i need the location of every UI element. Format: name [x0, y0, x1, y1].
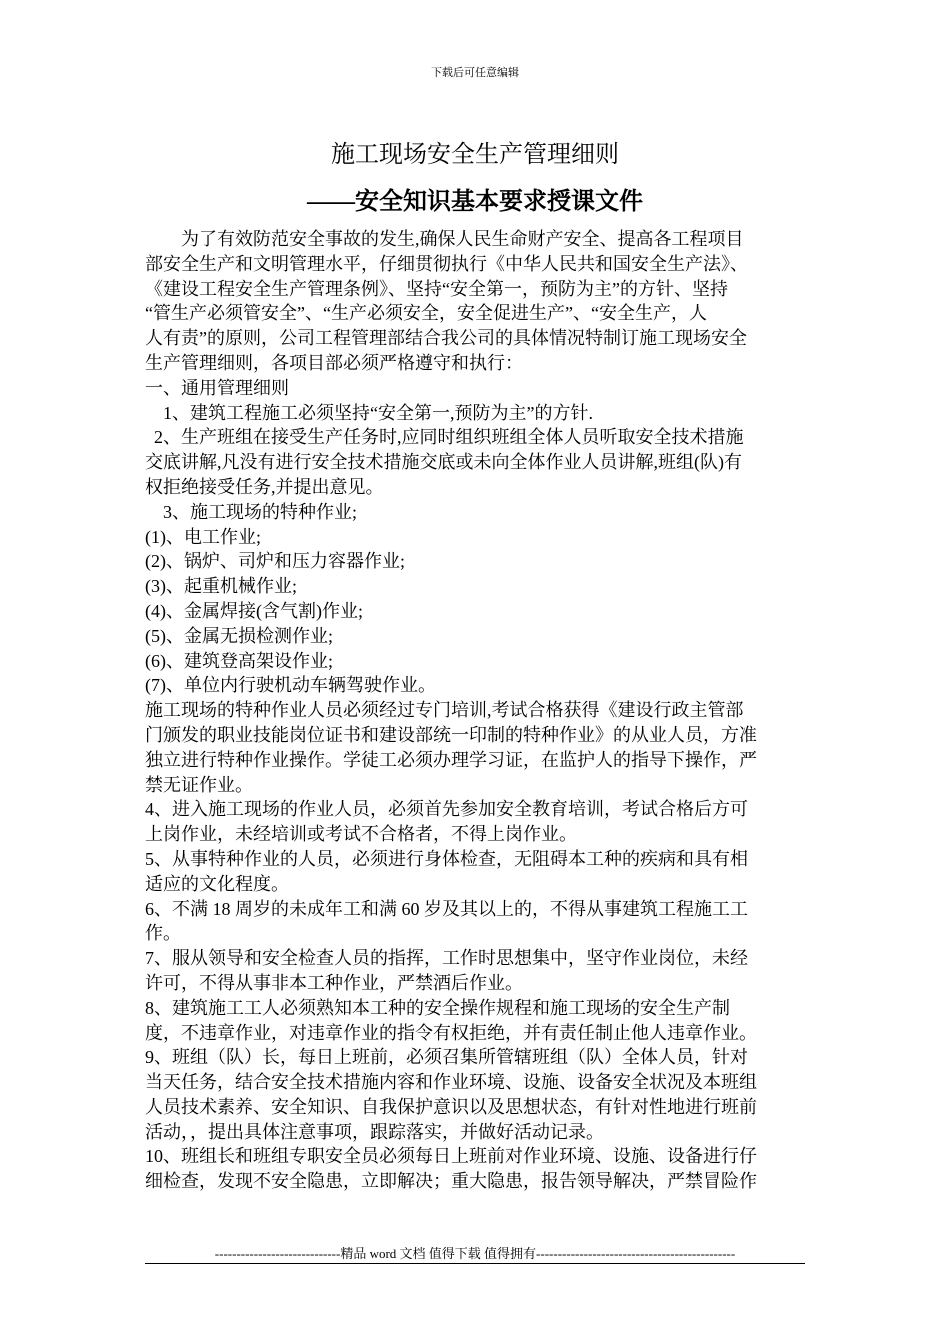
- body-line: 交底讲解,凡没有进行安全技术措施交底或未向全体作业人员讲解,班组(队)有: [145, 452, 742, 473]
- body-line: 独立进行特种作业操作。学徒工必须办理学习证，在监护人的指导下操作，严: [145, 749, 757, 770]
- body-line: (2)、锅炉、司炉和压力容器作业;: [145, 551, 405, 572]
- body-line: 作。: [145, 923, 181, 944]
- body-line: 部安全生产和文明管理水平，仔细贯彻执行《中华人民共和国安全生产法》、: [145, 253, 748, 274]
- body-line: (7)、单位内行驶机动车辆驾驶作业。: [145, 675, 436, 696]
- body-line: 施工现场的特种作业人员必须经过专门培训,考试合格获得《建设行政主管部: [145, 700, 744, 721]
- body-line: 3、施工现场的特种作业;: [163, 501, 357, 522]
- document-subtitle: ——安全知识基本要求授课文件: [307, 189, 643, 215]
- body-line: 7、服从领导和安全检查人员的指挥，工作时思想集中，坚守作业岗位，未经: [145, 948, 748, 969]
- footer-note: -----------------------------精品 word 文档 值得下载 值得拥有----------------------------------------------: [214, 1246, 736, 1261]
- body-line: (1)、电工作业;: [145, 526, 261, 547]
- body-line: 生产管理细则，各项目部必须严格遵守和执行：: [145, 352, 523, 373]
- body-line: 禁无证作业。: [145, 774, 253, 795]
- body-line: 《建设工程安全生产管理条例》、坚持“安全第一，预防为主”的方针、坚持: [145, 278, 728, 299]
- body-line: 一、通用管理细则: [145, 377, 289, 398]
- body-line: 活动，，提出具体注意事项，跟踪落实，并做好活动记录。: [145, 1121, 604, 1142]
- document-title: 施工现场安全生产管理细则: [331, 142, 619, 168]
- footer-rule: [145, 1263, 805, 1264]
- body-line: (3)、起重机械作业;: [145, 576, 297, 597]
- body-line: 人有责”的原则，公司工程管理部结合我公司的具体情况特制订施工现场安全: [145, 328, 747, 349]
- body-line: 上岗作业，未经培训或考试不合格者，不得上岗作业。: [145, 824, 577, 845]
- body-line: 许可，不得从事非本工种作业，严禁酒后作业。: [145, 972, 523, 993]
- body-line: 适应的文化程度。: [145, 873, 289, 894]
- document-body: [145, 227, 805, 1194]
- body-line: 1、建筑工程施工必须坚持“安全第一,预防为主”的方针.: [163, 402, 593, 423]
- body-line: (6)、建筑登高架设作业;: [145, 650, 333, 671]
- body-line: 权拒绝接受任务,并提出意见。: [145, 476, 384, 497]
- body-line: 2、生产班组在接受生产任务时,应同时组织班组全体人员听取安全技术措施: [154, 427, 744, 448]
- body-line: 10、班组长和班组专职安全员必须每日上班前对作业环境、设施、设备进行仔: [145, 1146, 757, 1167]
- body-line: (5)、金属无损检测作业;: [145, 625, 333, 646]
- body-line: 5、从事特种作业的人员，必须进行身体检查，无阻碍本工种的疾病和具有相: [145, 848, 748, 869]
- body-line: 8、建筑施工工人必须熟知本工种的安全操作规程和施工现场的安全生产制: [145, 997, 730, 1018]
- body-line: 6、不满 18 周岁的未成年工和满 60 岁及其以上的，不得从事建筑工程施工工: [145, 898, 748, 919]
- body-line: 当天任务，结合安全技术措施内容和作业环境、设施、设备安全状况及本班组: [145, 1072, 757, 1093]
- body-line: 为了有效防范安全事故的发生,确保人民生命财产安全、提高各工程项目: [181, 229, 744, 249]
- body-line: 细检查，发现不安全隐患，立即解决；重大隐患，报告领导解决，严禁冒险作: [145, 1171, 757, 1192]
- body-line: “管生产必须管安全”、“生产必须安全，安全促进生产”、“安全生产，人: [145, 303, 707, 324]
- body-line: 度，不违章作业，对违章作业的指令有权拒绝，并有责任制止他人违章作业。: [145, 1022, 757, 1043]
- body-line: 4、进入施工现场的作业人员，必须首先参加安全教育培训，考试合格后方可: [145, 799, 748, 820]
- body-line: (4)、金属焊接(含气割)作业;: [145, 600, 363, 621]
- header-note: 下载后可任意编辑: [431, 67, 519, 79]
- body-line: 门颁发的职业技能岗位证书和建设部统一印制的特种作业》的从业人员，方准: [145, 724, 757, 745]
- body-line: 9、班组（队）长，每日上班前，必须召集所管辖班组（队）全体人员，针对: [145, 1047, 748, 1068]
- body-line: 人员技术素养、安全知识、自我保护意识以及思想状态，有针对性地进行班前: [145, 1096, 757, 1117]
